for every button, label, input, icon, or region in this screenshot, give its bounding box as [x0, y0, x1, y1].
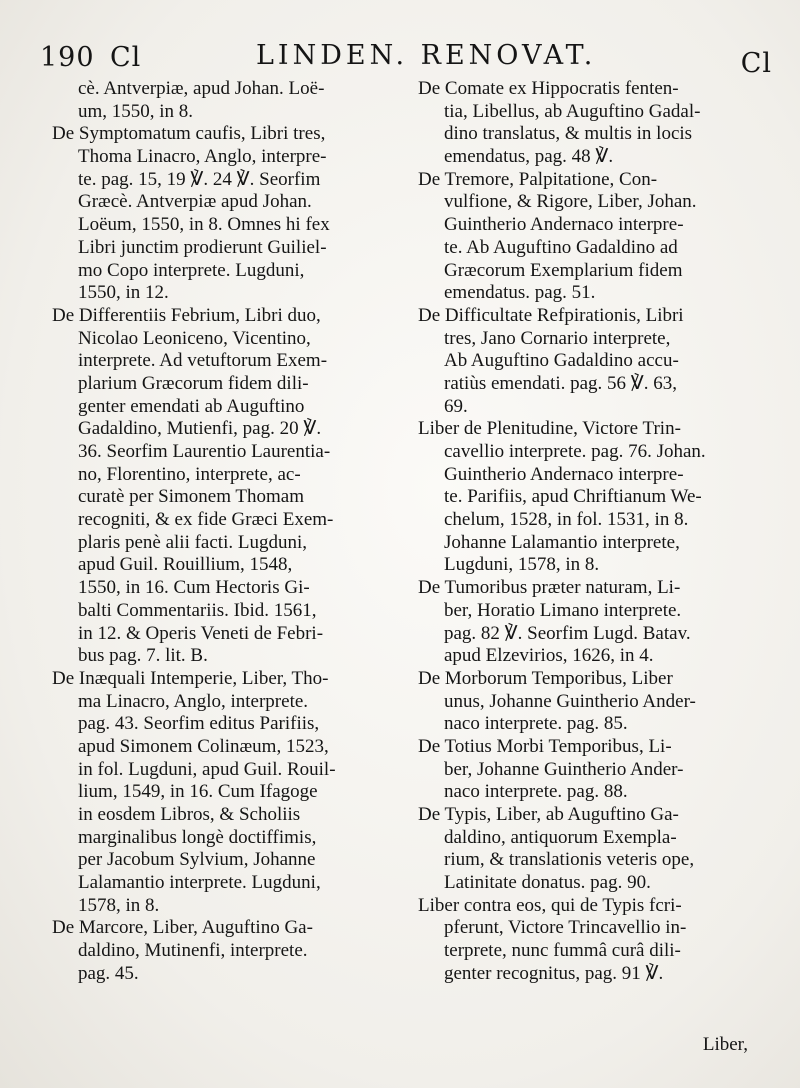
text-line: daldino, antiquorum Exempla-: [444, 826, 677, 848]
text-line: recogniti, & ex fide Græci Exem-: [78, 509, 334, 531]
text-line: De Symptomatum caufis, Libri tres,: [52, 123, 326, 145]
text-line: De Differentiis Febrium, Libri duo,: [52, 304, 321, 326]
text-line: Guintherio Andernaco interpre-: [444, 214, 684, 236]
text-line: daldino, Mutinenfi, interprete.: [78, 940, 308, 962]
text-line: De Inæquali Intemperie, Liber, Tho-: [52, 667, 329, 689]
text-line: ratiùs emendati. pag. 56 ℣. 63,: [444, 372, 678, 394]
text-line: Liber de Plenitudine, Victore Trin-: [418, 418, 681, 440]
text-line: vulfione, & Rigore, Liber, Johan.: [444, 191, 697, 213]
text-line: Liber contra eos, qui de Typis fcri-: [418, 894, 682, 916]
text-line: Thoma Linacro, Anglo, interpre-: [78, 146, 327, 168]
text-line: naco interprete. pag. 85.: [444, 713, 628, 735]
catchword: Liber,: [702, 1034, 748, 1055]
running-header: [28, 38, 776, 78]
text-line: pag. 82 ℣. Seorfim Lugd. Batav.: [444, 622, 691, 644]
text-line: pag. 45.: [78, 962, 139, 984]
text-line: no, Florentino, interprete, ac-: [78, 463, 301, 485]
text-line: Ab Auguftino Gadaldino accu-: [444, 350, 679, 372]
running-title: LINDEN. RENOVAT.: [256, 40, 597, 71]
text-line: in fol. Lugduni, apud Guil. Rouil-: [78, 758, 336, 780]
text-line: De Typis, Liber, ab Auguftino Ga-: [418, 804, 679, 825]
text-line: ma Linacro, Anglo, interprete.: [78, 690, 309, 712]
text-line: bus pag. 7. lit. B.: [78, 645, 208, 667]
text-line: 69.: [444, 395, 468, 417]
text-line: pferunt, Victore Trincavellio in-: [444, 917, 687, 939]
text-line: apud Elzevirios, 1626, in 4.: [444, 645, 654, 667]
text-line: De Difficultate Refpirationis, Libri: [418, 304, 684, 326]
text-line: interprete. Ad vetuftorum Exem-: [78, 350, 328, 372]
left-column: [52, 78, 402, 986]
text-line: plarium Græcorum fidem dili-: [78, 372, 309, 394]
text-line: cè. Antverpiæ, apud Johan. Loë-: [78, 78, 325, 99]
text-line: Guintherio Andernaco interpre-: [444, 463, 684, 485]
text-line: Lugduni, 1578, in 8.: [444, 554, 600, 576]
text-line: ber, Johanne Guintherio Ander-: [444, 758, 684, 780]
text-line: Nicolao Leoniceno, Vicentino,: [78, 327, 311, 349]
section-mark-right: Cl: [740, 48, 772, 79]
text-line: Loëum, 1550, in 8. Omnes hi fex: [78, 214, 330, 236]
text-line: Græcorum Exemplarium fidem: [444, 259, 683, 281]
text-line: genter emendati ab Auguftino: [78, 395, 305, 417]
text-line: De Marcore, Liber, Auguftino Ga-: [52, 917, 313, 939]
text-line: De Tumoribus præter naturam, Li-: [418, 577, 681, 599]
text-line: mo Copo interprete. Lugduni,: [78, 259, 305, 281]
text-line: in eosdem Libros, & Scholiis: [78, 804, 301, 825]
text-line: cavellio interprete. pag. 76. Johan.: [444, 441, 706, 462]
text-line: 1550, in 12.: [78, 282, 169, 304]
text-line: Gadaldino, Mutienfi, pag. 20 ℣.: [78, 418, 322, 440]
text-line: terprete, nunc fummâ curâ dili-: [444, 940, 681, 962]
text-line: curatè per Simonem Thomam: [78, 486, 305, 508]
text-line: um, 1550, in 8.: [78, 100, 194, 122]
text-line: tres, Jano Cornario interprete,: [444, 327, 671, 349]
text-line: 36. Seorfim Laurentio Laurentia-: [78, 441, 331, 462]
text-line: pag. 43. Seorfim editus Parifiis,: [78, 713, 320, 735]
text-line: rium, & translationis veteris ope,: [444, 849, 695, 871]
text-line: in 12. & Operis Veneti de Febri-: [78, 622, 324, 644]
text-line: emendatus, pag. 48 ℣.: [444, 146, 614, 168]
text-line: te. pag. 15, 19 ℣. 24 ℣. Seorfim: [78, 168, 321, 190]
text-line: Libri junctim prodierunt Guiliel-: [78, 236, 327, 258]
text-line: chelum, 1528, in fol. 1531, in 8.: [444, 509, 689, 531]
text-line: apud Simonem Colinæum, 1523,: [78, 735, 329, 757]
text-line: lium, 1549, in 16. Cum Ifagoge: [78, 781, 318, 803]
text-line: unus, Johanne Guintherio Ander-: [444, 690, 696, 712]
text-line: plaris penè alii facti. Lugduni,: [78, 531, 307, 553]
text-line: De Comate ex Hippocratis fenten-: [418, 78, 679, 99]
text-line: marginalibus longè doctiffimis,: [78, 826, 317, 848]
text-line: De Morborum Temporibus, Liber: [418, 667, 673, 689]
text-line: emendatus. pag. 51.: [444, 282, 596, 304]
text-line: balti Commentariis. Ibid. 1561,: [78, 599, 317, 621]
text-line: dino translatus, & multis in locis: [444, 123, 693, 145]
text-line: Johanne Lalamantio interprete,: [444, 531, 680, 553]
text-line: apud Guil. Rouillium, 1548,: [78, 554, 293, 576]
section-mark-left: Cl: [110, 42, 142, 73]
right-column: [418, 78, 754, 986]
text-line: genter recognitus, pag. 91 ℣.: [444, 962, 664, 984]
text-line: Latinitate donatus. pag. 90.: [444, 872, 651, 894]
text-line: Lalamantio interprete. Lugduni,: [78, 872, 321, 894]
text-line: De Totius Morbi Temporibus, Li-: [418, 735, 672, 757]
text-line: te. Ab Auguftino Gadaldino ad: [444, 236, 678, 258]
text-line: per Jacobum Sylvium, Johanne: [78, 849, 316, 871]
text-line: naco interprete. pag. 88.: [444, 781, 628, 803]
text-line: 1578, in 8.: [78, 894, 160, 916]
page-number: 190: [40, 42, 95, 73]
text-line: Græcè. Antverpiæ apud Johan.: [78, 191, 312, 213]
text-line: ber, Horatio Limano interprete.: [444, 599, 682, 621]
text-line: tia, Libellus, ab Auguftino Gadal-: [444, 100, 701, 122]
text-line: De Tremore, Palpitatione, Con-: [418, 168, 658, 190]
text-line: te. Parifiis, apud Chriftianum We-: [444, 486, 702, 508]
text-line: 1550, in 16. Cum Hectoris Gi-: [78, 577, 310, 599]
